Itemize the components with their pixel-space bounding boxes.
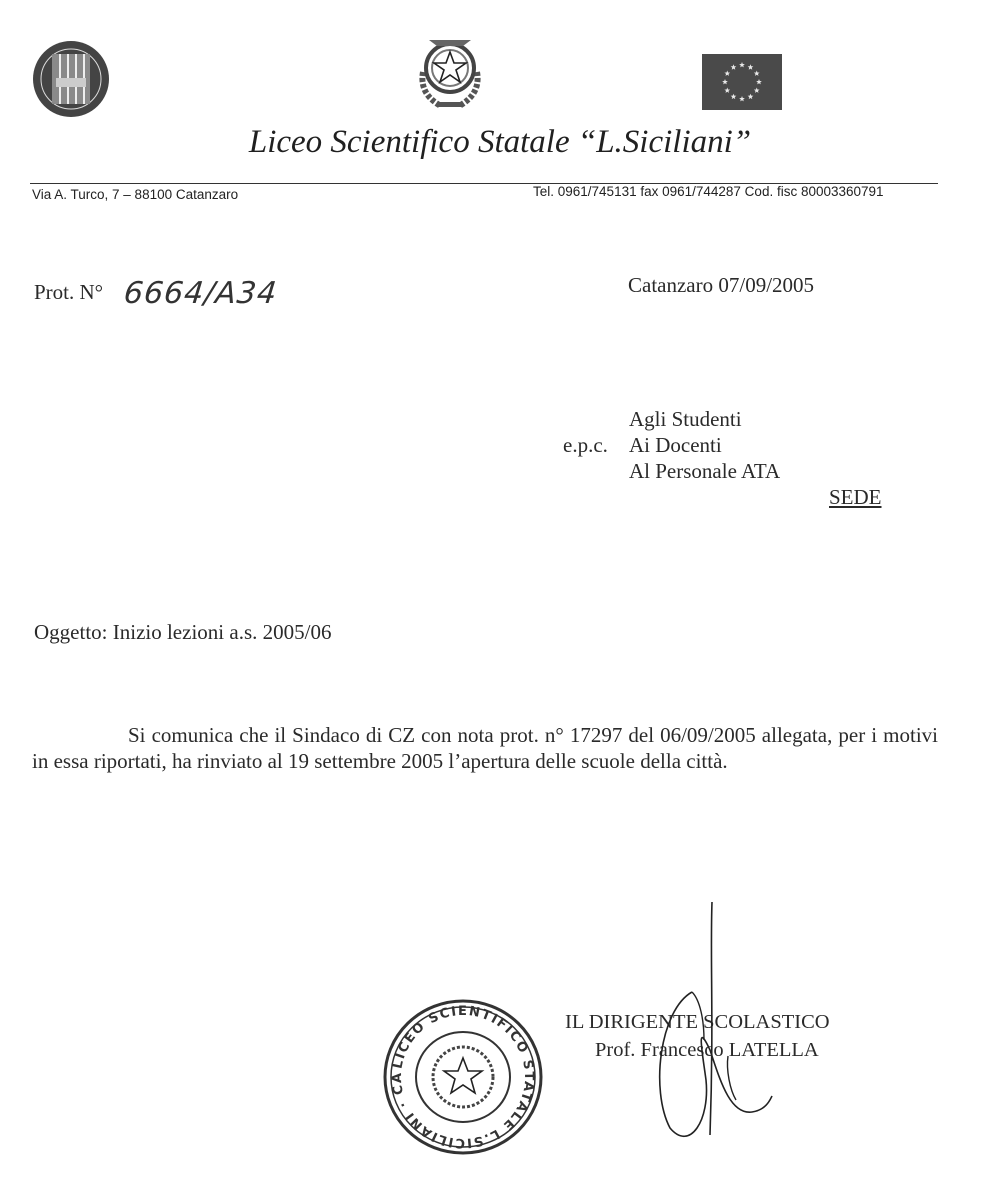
school-logo bbox=[30, 38, 112, 120]
signer-title: IL DIRIGENTE SCOLASTICO bbox=[565, 1011, 830, 1033]
italian-republic-emblem-icon bbox=[413, 32, 487, 114]
school-name: Liceo Scientifico Statale “L.Siciliani” bbox=[248, 124, 752, 160]
school-contacts: Tel. 0961/745131 fax 0961/744287 Cod. fisc 80003360791 bbox=[533, 184, 884, 199]
protocol-number-handwritten: 6664/A34 bbox=[122, 276, 279, 311]
eu-star-icon bbox=[739, 96, 745, 101]
school-address: Via A. Turco, 7 – 88100 Catanzaro bbox=[32, 187, 239, 202]
eu-star-icon bbox=[722, 79, 728, 84]
place-date: Catanzaro 07/09/2005 bbox=[628, 273, 815, 297]
eu-star-icon bbox=[748, 94, 754, 99]
recipient-sede: SEDE bbox=[829, 485, 882, 509]
eu-star-icon bbox=[731, 64, 737, 69]
epc-prefix: e.p.c. bbox=[563, 433, 608, 457]
svg-text:LICEO SCIENTIFICO STATALE L.SI: LICEO SCIENTIFICO STATALE L.SICILIANI · CA bbox=[389, 1003, 537, 1151]
eu-star-icon bbox=[731, 94, 737, 99]
eu-star-icon bbox=[724, 71, 730, 76]
protocol-label: Prot. N° bbox=[34, 280, 104, 304]
eu-star-icon bbox=[754, 71, 760, 76]
subject-line: Oggetto: Inizio lezioni a.s. 2005/06 bbox=[34, 620, 332, 644]
recipient-students: Agli Studenti bbox=[629, 407, 742, 431]
school-stamp bbox=[380, 996, 546, 1158]
recipient-ata-staff: Al Personale ATA bbox=[629, 459, 781, 483]
recipient-teachers: Ai Docenti bbox=[629, 433, 722, 457]
eu-star-icon bbox=[756, 79, 762, 84]
eu-flag-icon bbox=[702, 54, 782, 110]
eu-star-icon bbox=[748, 64, 754, 69]
eu-star-icon bbox=[739, 62, 745, 67]
recipients-block bbox=[563, 406, 780, 484]
signer-name: Prof. Francesco LATELLA bbox=[595, 1039, 819, 1061]
handwritten-signature bbox=[640, 900, 780, 1150]
eu-star-icon bbox=[724, 88, 730, 93]
eu-star-icon bbox=[754, 88, 760, 93]
body-paragraph: Si comunica che il Sindaco di CZ con nota prot. n° 17297 del 06/09/2005 allegata, per i motivi in essa riportati, ha rinviato al 19 settembre 2005 l’apertura delle scuole della città. bbox=[32, 723, 938, 773]
